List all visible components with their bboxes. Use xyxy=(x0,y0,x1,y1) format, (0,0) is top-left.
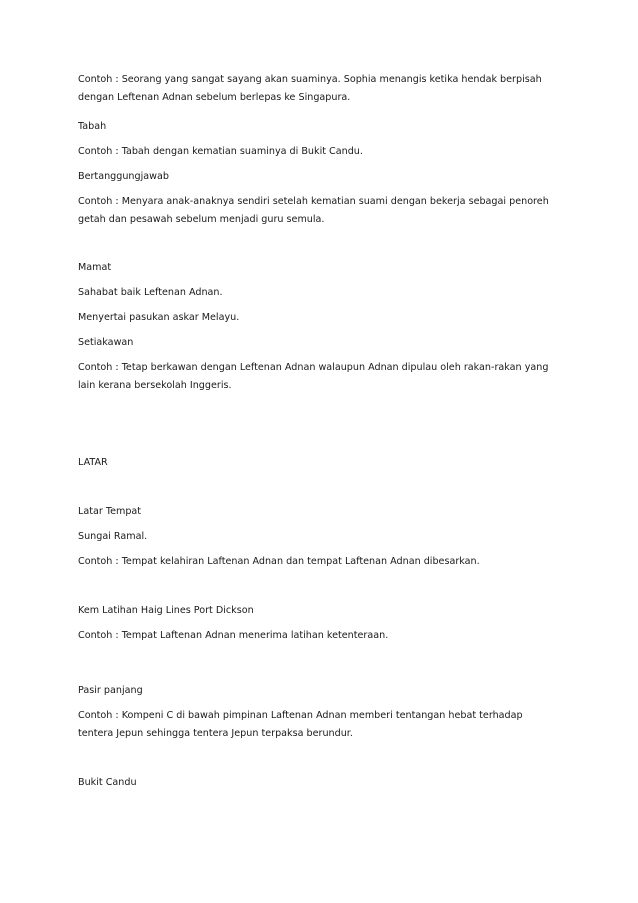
heading-tabah: Tabah xyxy=(78,121,107,132)
heading-setiakawan: Setiakawan xyxy=(78,337,134,348)
heading-latar-tempat: Latar Tempat xyxy=(78,506,142,517)
paragraph-contoh-sophia: Contoh : Seorang yang sangat sayang akan suaminya. Sophia menangis ketika hendak berpisah dengan Leftenan Adnan sebelum berlepas ke Singapura. xyxy=(78,74,542,103)
paragraph-contoh-tabah: Contoh : Tabah dengan kematian suaminya di Bukit Candu. xyxy=(78,146,363,157)
paragraph-contoh-setiakawan: Contoh : Tetap berkawan dengan Leftenan Adnan walaupun Adnan dipulau oleh rakan-rakan yang lain kerana bersekolah Inggeris. xyxy=(78,362,549,391)
paragraph-sungai-ramal: Sungai Ramal. xyxy=(78,531,148,542)
paragraph-contoh-sungai-ramal: Contoh : Tempat kelahiran Laftenan Adnan dan tempat Laftenan Adnan dibesarkan. xyxy=(78,556,480,567)
heading-bertanggungjawab: Bertanggungjawab xyxy=(78,171,169,182)
paragraph-sahabat: Sahabat baik Leftenan Adnan. xyxy=(78,287,223,298)
paragraph-kem-latihan: Kem Latihan Haig Lines Port Dickson xyxy=(78,605,254,616)
paragraph-contoh-kem-latihan: Contoh : Tempat Laftenan Adnan menerima latihan ketenteraan. xyxy=(78,630,389,641)
paragraph-contoh-bertanggungjawab: Contoh : Menyara anak-anaknya sendiri setelah kematian suami dengan bekerja sebagai penoreh getah dan pesawah sebelum menjadi guru semula. xyxy=(78,196,549,225)
paragraph-pasir-panjang: Pasir panjang xyxy=(78,685,143,696)
heading-mamat: Mamat xyxy=(78,262,112,273)
paragraph-bukit-candu: Bukit Candu xyxy=(78,777,137,788)
paragraph-menyertai: Menyertai pasukan askar Melayu. xyxy=(78,312,240,323)
heading-latar: LATAR xyxy=(78,457,108,468)
paragraph-contoh-pasir-panjang: Contoh : Kompeni C di bawah pimpinan Laftenan Adnan memberi tentangan hebat terhadap tentera Jepun sehingga tentera Jepun terpaksa berundur. xyxy=(78,710,523,739)
